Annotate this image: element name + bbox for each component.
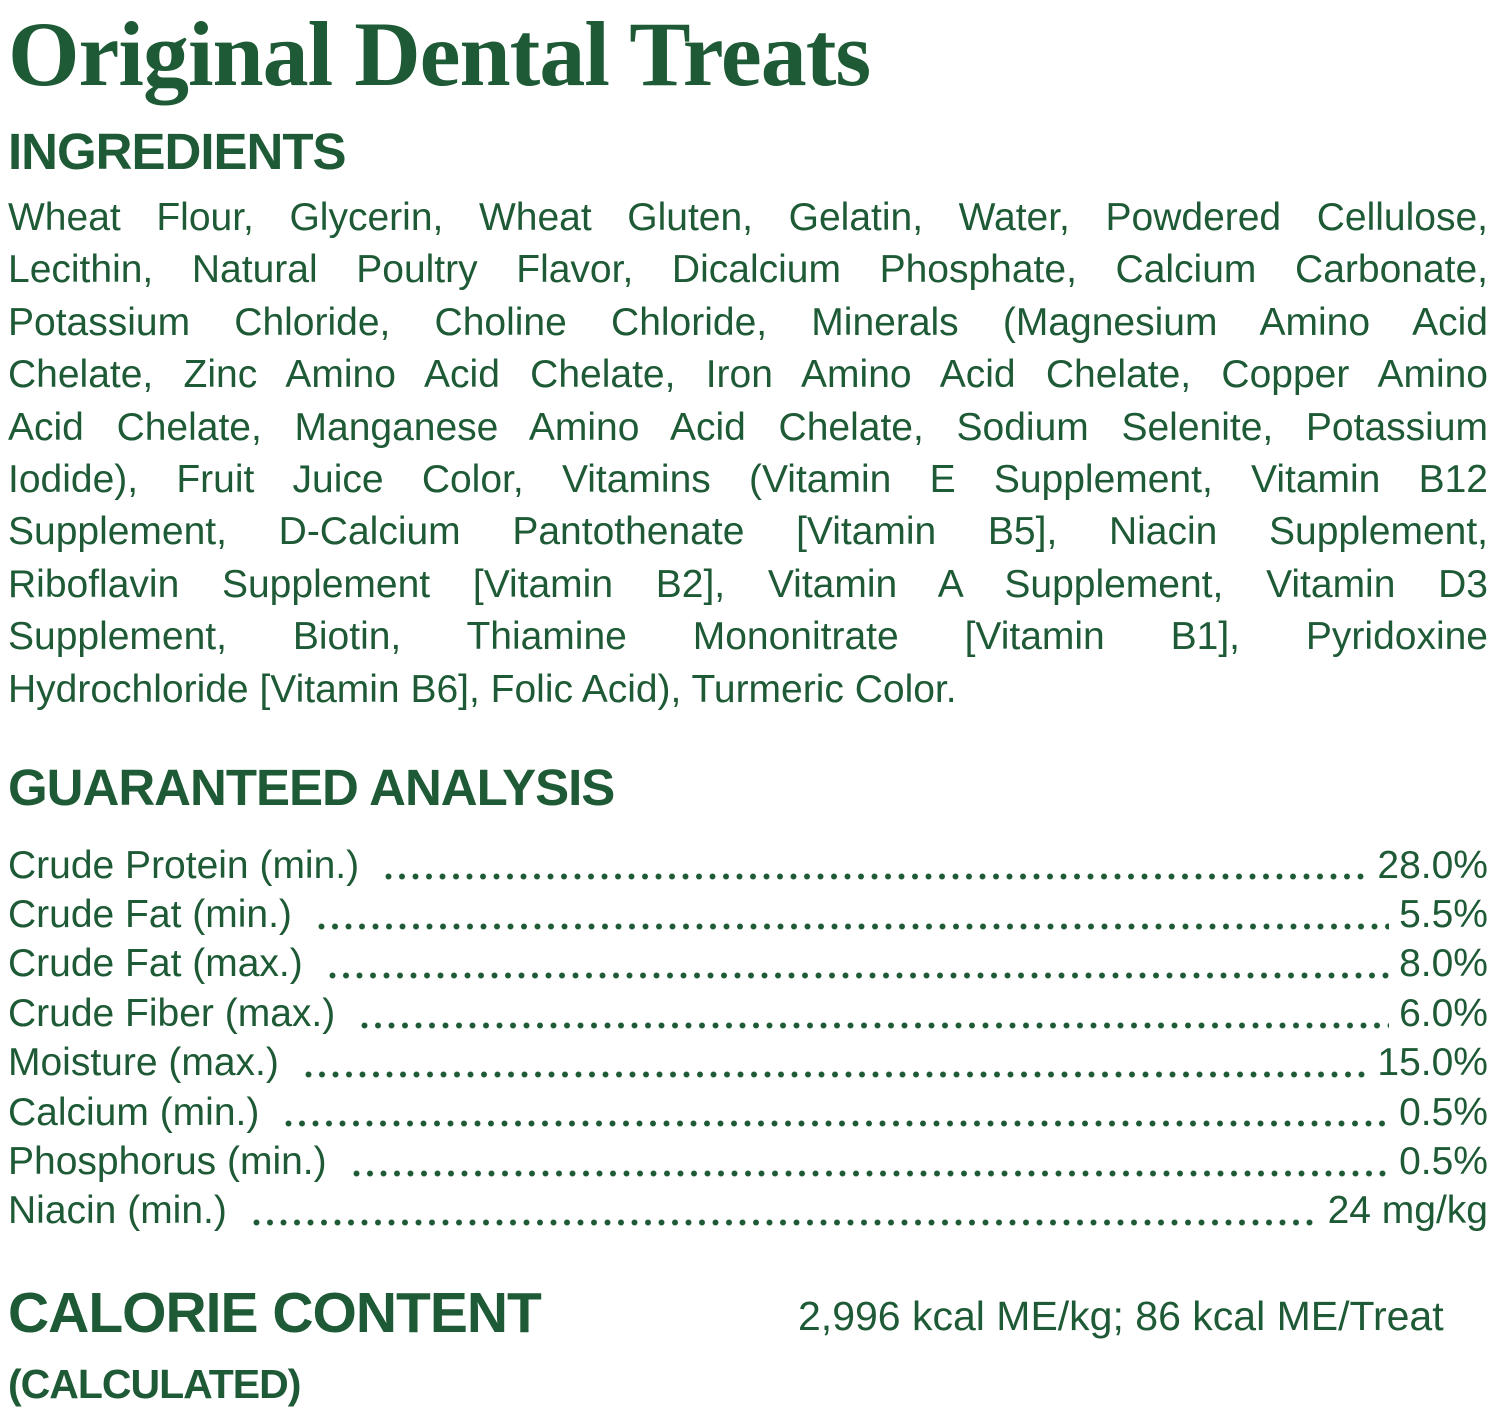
ingredients-line: Riboflavin Supplement [Vitamin B2], Vitamin A Supplement, Vitamin D3 xyxy=(8,562,1488,606)
analysis-label: Calcium (min.) xyxy=(8,1090,260,1134)
analysis-label: Crude Protein (min.) xyxy=(8,843,360,887)
ingredients-line: Acid Chelate, Manganese Amino Acid Chelate, Sodium Selenite, Potassium xyxy=(8,405,1488,449)
calorie-content-subheading: (CALCULATED) xyxy=(8,1361,301,1408)
analysis-row xyxy=(8,1134,1488,1183)
guaranteed-analysis-table xyxy=(8,838,1488,1233)
calorie-content-heading: CALORIE CONTENT xyxy=(8,1281,541,1346)
dot-leader xyxy=(353,1170,1389,1177)
analysis-label: Phosphorus (min.) xyxy=(8,1139,327,1183)
analysis-row xyxy=(8,1085,1488,1134)
analysis-value: 0.5% xyxy=(1399,1139,1488,1183)
analysis-value: 24 mg/kg xyxy=(1327,1189,1488,1233)
calorie-content-value: 2,996 kcal ME/kg; 86 kcal ME/Treat xyxy=(798,1293,1444,1340)
analysis-value: 28.0% xyxy=(1377,843,1488,887)
analysis-label: Moisture (max.) xyxy=(8,1041,279,1085)
guaranteed-analysis-heading: GUARANTEED ANALYSIS xyxy=(8,759,615,817)
dot-leader xyxy=(285,1120,1389,1127)
analysis-row xyxy=(8,1184,1488,1233)
ingredients-line: Hydrochloride [Vitamin B6], Folic Acid), Turmeric Color. xyxy=(8,667,957,711)
analysis-value: 8.0% xyxy=(1399,942,1488,986)
analysis-row xyxy=(8,1036,1488,1085)
analysis-row xyxy=(8,986,1488,1035)
calorie-content-headings xyxy=(8,1283,798,1407)
ingredients-line: Iodide), Fruit Juice Color, Vitamins (Vitamin E Supplement, Vitamin B12 xyxy=(8,458,1488,502)
page-title: Original Dental Treats xyxy=(8,3,871,105)
calorie-content-section xyxy=(8,1283,1488,1407)
analysis-row xyxy=(8,937,1488,986)
ingredients-paragraph xyxy=(8,192,1488,716)
dot-leader xyxy=(329,972,1389,979)
analysis-row xyxy=(8,838,1488,887)
analysis-label: Crude Fiber (max.) xyxy=(8,991,336,1035)
analysis-value: 15.0% xyxy=(1377,1041,1488,1085)
analysis-row xyxy=(8,887,1488,936)
ingredients-line: Potassium Chloride, Choline Chloride, Minerals (Magnesium Amino Acid xyxy=(8,300,1488,344)
analysis-value: 0.5% xyxy=(1399,1090,1488,1134)
dot-leader xyxy=(318,923,1389,930)
analysis-label: Crude Fat (max.) xyxy=(8,942,303,986)
ingredients-line: Supplement, Biotin, Thiamine Mononitrate [Vitamin B1], Pyridoxine xyxy=(8,615,1488,659)
dot-leader xyxy=(253,1219,1318,1226)
dot-leader xyxy=(305,1071,1368,1078)
ingredients-line: Lecithin, Natural Poultry Flavor, Dicalcium Phosphate, Calcium Carbonate, xyxy=(8,248,1488,292)
ingredients-line: Chelate, Zinc Amino Acid Chelate, Iron Amino Acid Chelate, Copper Amino xyxy=(8,353,1488,397)
analysis-value: 5.5% xyxy=(1399,892,1488,936)
analysis-label: Niacin (min.) xyxy=(8,1189,227,1233)
ingredients-line: Wheat Flour, Glycerin, Wheat Gluten, Gelatin, Water, Powdered Cellulose, xyxy=(8,196,1488,239)
dot-leader xyxy=(361,1022,1389,1029)
analysis-label: Crude Fat (min.) xyxy=(8,892,292,936)
ingredients-line: Supplement, D-Calcium Pantothenate [Vitamin B5], Niacin Supplement, xyxy=(8,510,1488,554)
analysis-value: 6.0% xyxy=(1399,991,1488,1035)
dot-leader xyxy=(385,873,1367,880)
ingredients-heading: INGREDIENTS xyxy=(8,123,346,180)
